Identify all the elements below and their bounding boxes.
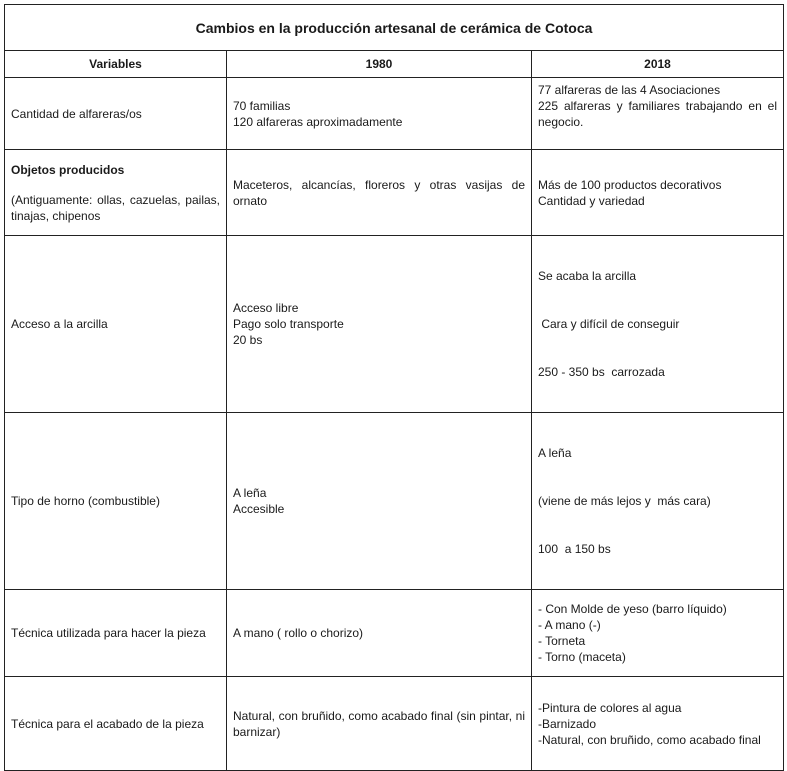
variable-cell: Tipo de horno (combustible) [5,413,227,590]
variable-cell: Técnica utilizada para hacer la pieza [5,590,227,677]
value-1980-cell [227,150,532,236]
value-1980-cell [227,236,532,413]
cell-line: - Torno (maceta) [538,650,626,664]
table-title: Cambios en la producción artesanal de cerámica de Cotoca [5,5,784,51]
value-2018-cell [532,677,784,771]
cell-line: - Torneta [538,634,586,648]
cell-line: 70 familias [233,98,291,113]
value-1980-cell [227,590,532,677]
cell-line: 250 - 350 bs carrozada [538,365,665,379]
table-row [5,150,784,236]
value-2018-cell [532,590,784,677]
cell-line: 225 alfareras y familiares trabajando en el negocio. [538,99,778,129]
cell-line: 100 a 150 bs [538,542,611,556]
variable-cell: Técnica para el acabado de la pieza [5,677,227,771]
comparison-table [4,4,784,771]
cell-line: -Barnizado [538,716,597,731]
variable-note: (Antiguamente: ollas, cazuelas, pailas, tinajas, chipenos [11,192,220,223]
cell-line: 77 alfareras de las 4 Asociaciones [538,83,721,97]
table-row [5,677,784,771]
header-variables: Variables [5,51,227,78]
table-row [5,78,784,150]
cell-line: 20 bs [233,333,263,347]
cell-line: Accesible [233,502,285,516]
cell-line: Natural, con bruñido, como acabado final (sin pintar, ni barnizar) [233,708,525,739]
cell-line: Cantidad y variedad [538,193,645,208]
cell-line: A leña [538,446,572,460]
header-row [5,51,784,78]
cell-line: Acceso libre [233,301,299,315]
cell-line: -Pintura de colores al agua [538,700,682,715]
cell-line: - Con Molde de yeso (barro líquido) [538,602,727,616]
cell-line: Maceteros, alcancías, floreros y otras vasijas de ornato [233,177,525,208]
value-1980-cell [227,677,532,771]
variable-cell: Acceso a la arcilla [5,236,227,413]
cell-line: A mano ( rollo o chorizo) [233,626,364,640]
value-2018-cell [532,413,784,590]
value-2018-cell [532,150,784,236]
cell-line: Más de 100 productos decorativos [538,177,722,192]
table-row [5,590,784,677]
value-1980-cell [227,78,532,150]
cell-line: Cara y difícil de conseguir [538,317,680,331]
cell-line: -Natural, con bruñido, como acabado final [538,732,761,747]
value-1980-cell [227,413,532,590]
header-2018: 2018 [532,51,784,78]
value-2018-cell [532,236,784,413]
table-row [5,236,784,413]
cell-line: Se acaba la arcilla [538,269,637,283]
cell-line: Pago solo transporte [233,317,344,331]
variable-cell: Cantidad de alfareras/os [5,78,227,150]
header-1980: 1980 [227,51,532,78]
cell-line: 120 alfareras aproximadamente [233,114,403,129]
document-page [4,4,783,771]
cell-line: (viene de más lejos y más cara) [538,494,711,508]
title-row [5,5,784,51]
table-row [5,413,784,590]
cell-line: - A mano (-) [538,618,601,632]
variable-cell [5,150,227,236]
variable-title: Objetos producidos [11,162,125,177]
value-2018-cell [532,78,784,150]
cell-line: A leña [233,486,267,500]
